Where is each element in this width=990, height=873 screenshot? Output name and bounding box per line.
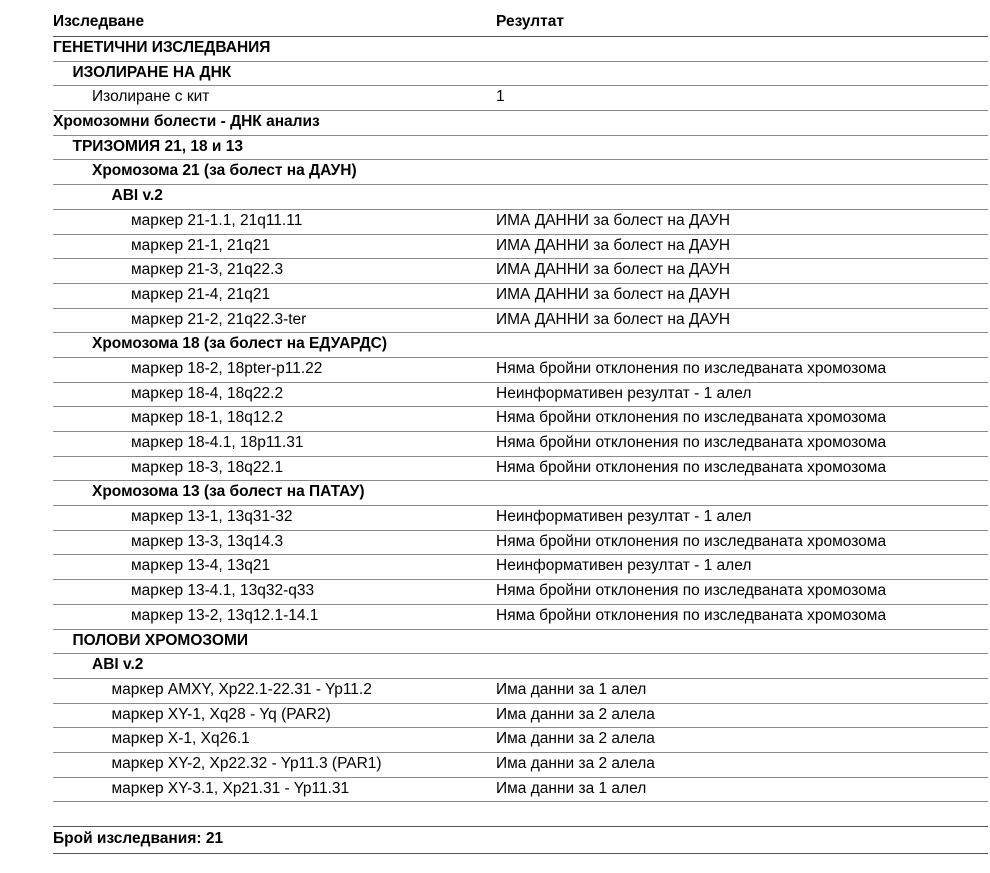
test-label: маркер AMXY, Xp22.1-22.31 - Yp11.2 [111,680,372,698]
result-value: Има данни за 2 алела [496,754,655,772]
test-label: маркер 18-1, 18q12.2 [131,409,284,427]
table-row [53,753,988,778]
table-header [53,10,988,37]
group-label: ТРИЗОМИЯ 21, 18 и 13 [72,137,243,155]
result-value: ИМА ДАННИ за болест на ДАУН [496,261,731,279]
test-label: маркер 18-4.1, 18p11.31 [131,434,304,451]
table-row [53,728,988,753]
group-row [53,160,988,185]
result-value: Няма бройни отклонения по изследваната хромозома [496,409,887,427]
result-value: Неинформативен резултат - 1 алел [496,557,752,575]
group-label: ГЕНЕТИЧНИ ИЗСЛЕДВАНИЯ [53,39,271,56]
group-label: Хромозома 21 (за болест на ДАУН) [92,162,357,180]
result-value: Няма бройни отклонения по изследваната хромозома [496,434,887,451]
table-body [53,37,988,802]
test-label: Изолиране с кит [92,88,210,106]
result-value: Неинформативен резултат - 1 алел [496,508,752,526]
result-value: Има данни за 2 алела [496,705,655,723]
table-row [53,86,988,111]
group-label: Хромозома 18 (за болест на ЕДУАРДС) [92,335,388,353]
test-label: маркер 18-3, 18q22.1 [131,458,284,476]
table-spacer [53,802,988,827]
result-value: Няма бройни отклонения по изследваната хромозома [496,458,887,476]
table-row [53,432,988,457]
group-label: Хромозомни болести - ДНК анализ [53,113,320,131]
test-label: маркер 21-4, 21q21 [131,285,271,303]
test-label: маркер 18-4, 18q22.2 [131,384,284,402]
group-label: Хромозома 13 (за болест на ПАТАУ) [92,483,365,501]
test-label: маркер XY-3.1, Xp21.31 - Yp11.31 [111,779,350,797]
test-label: маркер 18-2, 18pter-p11.22 [131,359,323,377]
table-row [53,704,988,729]
table-row [53,210,988,235]
group-label: ABI v.2 [92,656,144,674]
test-label: маркер 21-1.1, 21q11.11 [131,211,303,229]
table-row [53,259,988,284]
table-row [53,679,988,704]
table-row [53,531,988,556]
test-label: маркер 13-3, 13q14.3 [131,532,284,550]
total-tests-label: Брой изследвания: 21 [53,830,224,848]
result-value: Няма бройни отклонения по изследваната хромозома [496,359,887,377]
result-value: Няма бройни отклонения по изследваната хромозома [496,606,887,624]
table-row [53,457,988,482]
test-label: маркер XY-1, Xq28 - Yq (PAR2) [111,705,331,723]
result-value: 1 [496,88,505,106]
test-label: маркер 13-4.1, 13q32-q33 [131,582,315,600]
result-value: Неинформативен резултат - 1 алел [496,384,752,402]
group-row [53,62,988,87]
test-label: маркер 21-3, 21q22.3 [131,261,284,279]
group-row [53,37,988,62]
result-value: Има данни за 1 алел [496,779,647,797]
table-row [53,506,988,531]
result-value: ИМА ДАННИ за болест на ДАУН [496,285,731,303]
group-row [53,333,988,358]
table-row [53,358,988,383]
test-label: маркер 13-1, 13q31-32 [131,508,293,526]
group-row [53,136,988,161]
table-footer [53,827,988,854]
table-row [53,284,988,309]
result-value: Има данни за 1 алел [496,680,647,698]
test-label: маркер XY-2, Xp22.32 - Yp11.3 (PAR1) [111,754,382,772]
header-result-column: Резултат [496,13,564,30]
result-value: Има данни за 2 алела [496,730,655,748]
table-row [53,778,988,803]
group-row [53,654,988,679]
table-row [53,555,988,580]
group-row [53,111,988,136]
result-value: Няма бройни отклонения по изследваната хромозома [496,532,887,550]
table-row [53,235,988,260]
test-label: маркер 21-2, 21q22.3-ter [131,310,307,328]
result-value: ИМА ДАННИ за болест на ДАУН [496,211,731,229]
group-row [53,185,988,210]
result-value: ИМА ДАННИ за болест на ДАУН [496,310,731,328]
group-label: ABI v.2 [111,187,163,205]
header-test-column: Изследване [53,13,145,30]
table-row [53,309,988,334]
lab-report-table [53,10,988,854]
table-row [53,605,988,630]
table-row [53,383,988,408]
test-label: маркер X-1, Xq26.1 [111,730,250,748]
table-row [53,407,988,432]
group-row [53,481,988,506]
test-label: маркер 21-1, 21q21 [131,236,271,254]
group-label: ПОЛОВИ ХРОМОЗОМИ [72,631,248,649]
test-label: маркер 13-2, 13q12.1-14.1 [131,606,319,624]
table-row [53,580,988,605]
group-label: ИЗОЛИРАНЕ НА ДНК [72,63,232,81]
result-value: ИМА ДАННИ за болест на ДАУН [496,236,731,254]
result-value: Няма бройни отклонения по изследваната хромозома [496,582,887,600]
test-label: маркер 13-4, 13q21 [131,557,271,575]
group-row [53,630,988,655]
